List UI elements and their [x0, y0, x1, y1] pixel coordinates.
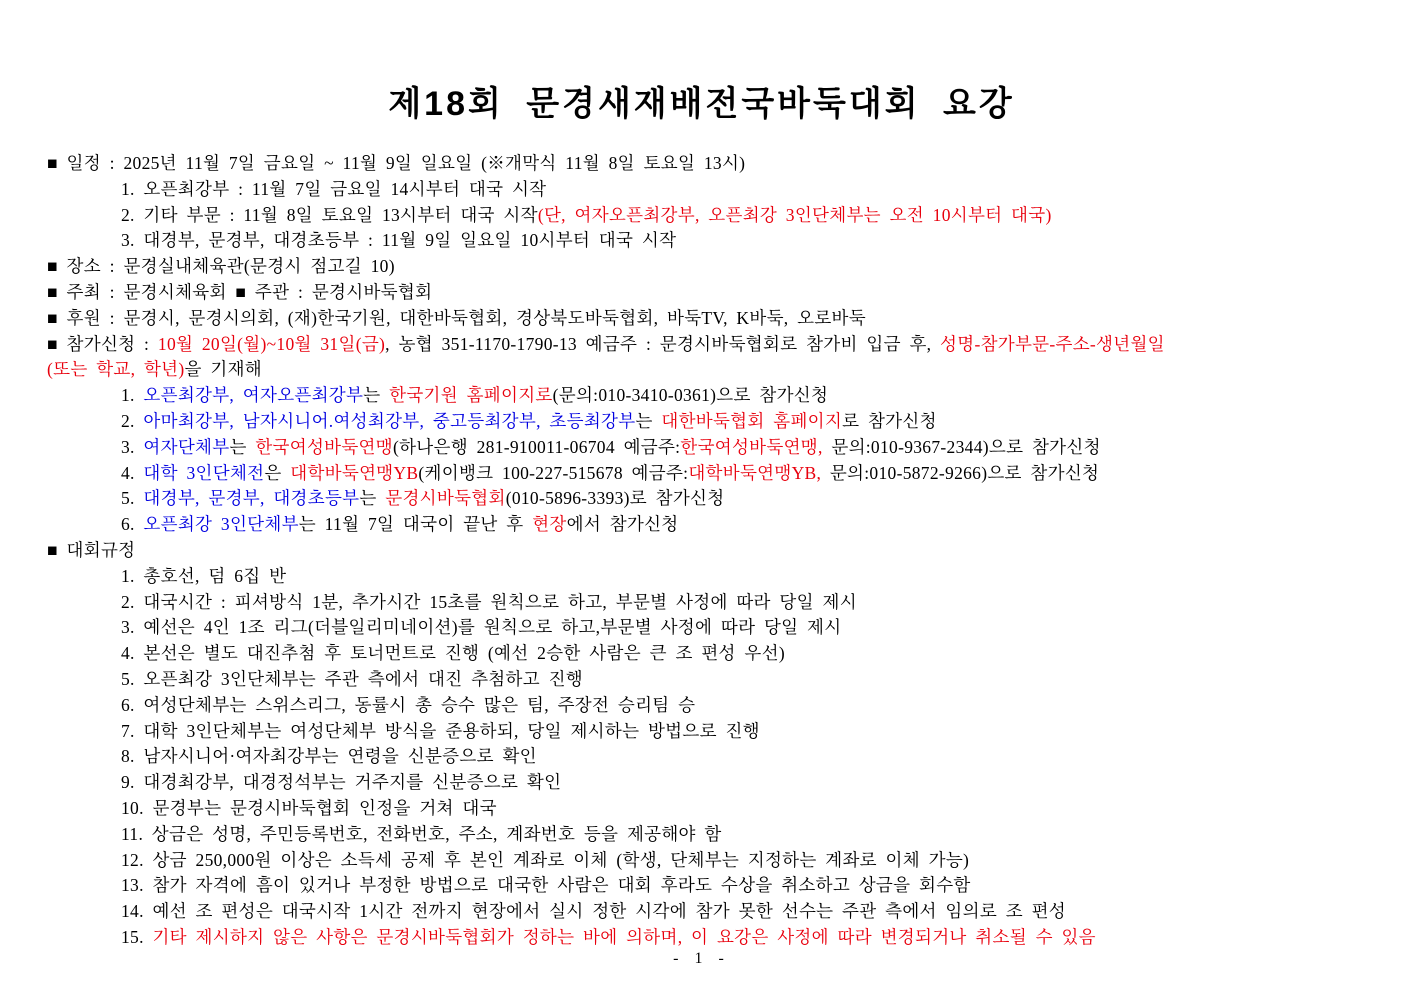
text-line	[47, 332, 1373, 358]
text-line	[47, 641, 1373, 667]
text-line	[47, 254, 1373, 280]
text-segment: 3. 대경부, 문경부, 대경초등부 : 11월 9일 일요일 10시부터 대국 시작	[121, 230, 677, 251]
text-segment: 성명-참가부문-주소-생년월일	[940, 333, 1165, 354]
text-segment: 여자단체부	[143, 436, 230, 457]
text-line	[47, 228, 1373, 254]
text-line	[47, 435, 1373, 461]
text-line	[47, 538, 1373, 564]
text-line	[47, 615, 1373, 641]
text-line	[47, 719, 1373, 745]
text-segment: 는	[359, 488, 386, 509]
text-segment: 14. 예선 조 편성은 대국시작 1시간 전까지 현장에서 실시 정한 시각에 참가 못한 선수는 주관 측에서 임의로 조 편성	[121, 901, 1066, 922]
text-line	[47, 564, 1373, 590]
text-segment: (또는 학교, 학년)	[47, 359, 185, 380]
text-line	[47, 409, 1373, 435]
text-segment: 한국기원 홈페이지로	[389, 385, 553, 406]
document-title: 제18회 문경새재배전국바둑대회 요강	[388, 85, 1015, 123]
text-segment: 6.	[121, 514, 144, 535]
text-segment: , 농협 351-1170-1790-13 예금주 : 문경시바둑협회로 참가비 입금 후,	[385, 333, 941, 354]
text-segment: 6. 여성단체부는 스위스리그, 동률시 총 승수 많은 팀, 주장전 승리팀 승	[121, 694, 696, 715]
text-segment: 4.	[121, 462, 144, 483]
text-segment: 문경시바둑협회	[385, 488, 506, 509]
text-segment: 한국여성바둑연맹,	[680, 436, 823, 457]
text-line	[47, 383, 1373, 409]
text-segment: 오픈최강부, 여자오픈최강부	[143, 385, 364, 406]
text-segment: ■ 장소 : 문경실내체육관(문경시 점고길 10)	[47, 256, 395, 277]
text-line	[47, 177, 1373, 203]
text-line	[47, 306, 1373, 332]
text-segment: 2. 기타 부문 : 11월 8일 토요일 13시부터 대국 시작	[121, 204, 538, 225]
text-segment: 오픈최강 3인단체부	[143, 514, 299, 535]
text-line	[47, 848, 1373, 874]
text-segment: 15.	[121, 926, 153, 947]
text-line	[47, 486, 1373, 512]
text-segment: 는 11월 7일 대국이 끝난 후	[298, 514, 533, 535]
text-segment: 현장	[532, 514, 567, 535]
text-segment: 는	[229, 436, 256, 457]
text-line	[47, 203, 1373, 229]
text-segment: 8. 남자시니어·여자최강부는 연령을 신분증으로 확인	[121, 746, 537, 767]
text-segment: ■ 참가신청 :	[47, 333, 158, 354]
text-segment: ■ 후원 : 문경시, 문경시의회, (재)한국기원, 대한바둑협회, 경상북도바둑협회, 바둑TV, K바둑, 오로바둑	[47, 307, 866, 328]
text-line	[47, 899, 1373, 925]
text-segment: 대경부, 문경부, 대경초등부	[143, 488, 360, 509]
text-segment: (케이뱅크 100-227-515678 예금주:	[418, 462, 689, 483]
text-segment: 2. 대국시간 : 피셔방식 1분, 추가시간 15초를 원칙으로 하고, 부문별 사정에 따라 당일 제시	[121, 591, 857, 612]
text-segment: 2.	[121, 410, 144, 431]
text-segment: 을 기재해	[184, 359, 263, 380]
text-segment: 5. 오픈최강 3인단체부는 주관 측에서 대진 추첨하고 진행	[121, 668, 584, 689]
text-segment: 문의:010-9367-2344)으로 참가신청	[822, 436, 1101, 457]
document-body	[0, 125, 1403, 951]
text-segment: 10. 문경부는 문경시바둑협회 인정을 거쳐 대국	[121, 797, 497, 818]
text-segment: (단, 여자오픈최강부, 오픈최강 3인단체부는 오전 10시부터 대국)	[537, 204, 1052, 225]
text-segment: (하나은행 281-910011-06704 예금주:	[392, 436, 681, 457]
text-line	[47, 925, 1373, 951]
text-segment: 문의:010-5872-9266)으로 참가신청	[821, 462, 1100, 483]
text-line	[47, 667, 1373, 693]
text-segment: 5.	[121, 488, 144, 509]
text-line	[47, 873, 1373, 899]
text-segment: 기타 제시하지 않은 사항은 문경시바둑협회가 정하는 바에 의하며, 이 요강은 사정에 따라 변경되거나 취소될 수 있음	[152, 926, 1096, 947]
text-segment: 7. 대학 3인단체부는 여성단체부 방식을 준용하되, 당일 제시하는 방법으로 진행	[121, 720, 760, 741]
text-segment: 1.	[121, 385, 144, 406]
text-segment: 대학 3인단체전	[143, 462, 265, 483]
text-line	[47, 280, 1373, 306]
text-segment: 3. 예선은 4인 1조 리그(더블일리미네이션)를 원칙으로 하고,부문별 사정에 따라 당일 제시	[121, 617, 842, 638]
text-segment: 9. 대경최강부, 대경정석부는 거주지를 신분증으로 확인	[121, 772, 562, 793]
text-line	[47, 151, 1373, 177]
text-segment: ■ 일정 : 2025년 11월 7일 금요일 ~ 11월 9일 일요일 (※개막식 11월 8일 토요일 13시)	[47, 153, 746, 173]
text-segment: 11. 상금은 성명, 주민등록번호, 전화번호, 주소, 계좌번호 등을 제공해야 함	[121, 823, 722, 844]
text-segment: 한국여성바둑연맹	[255, 436, 393, 457]
text-segment: (010-5896-3393)로 참가신청	[505, 488, 725, 509]
text-line	[47, 693, 1373, 719]
text-segment: 대학바둑연맹YB,	[688, 462, 822, 483]
text-segment: 3.	[121, 436, 144, 457]
text-line	[47, 590, 1373, 616]
text-line	[47, 770, 1373, 796]
text-segment: 로 참가신청	[842, 410, 937, 431]
text-segment: 에서 참가신청	[566, 514, 679, 535]
text-segment: 12. 상금 250,000원 이상은 소득세 공제 후 본인 계좌로 이체 (학생, 단체부는 지정하는 계좌로 이체 가능)	[121, 849, 970, 870]
text-segment: 대한바둑협회 홈페이지	[661, 410, 843, 431]
text-segment: 1. 총호선, 덤 6집 반	[121, 565, 287, 586]
text-segment: 13. 참가 자격에 흠이 있거나 부정한 방법으로 대국한 사람은 대회 후라도 수상을 취소하고 상금을 회수함	[121, 875, 971, 896]
text-segment: 10월 20일(월)~10월 31일(금)	[157, 333, 386, 354]
text-line	[47, 796, 1373, 822]
text-line	[47, 461, 1373, 487]
text-segment: 4. 본선은 별도 대진추첨 후 토너먼트로 진행 (예선 2승한 사람은 큰 조 편성 우선)	[121, 643, 785, 664]
text-line	[47, 744, 1373, 770]
text-segment: 는	[635, 410, 662, 431]
text-segment: 대학바둑연맹YB	[290, 462, 419, 483]
text-segment: 아마최강부, 남자시니어.여성최강부, 중고등최강부, 초등최강부	[143, 410, 636, 431]
text-segment: 은	[264, 462, 291, 483]
text-line	[47, 822, 1373, 848]
text-segment: (문의:010-3410-0361)으로 참가신청	[552, 385, 829, 406]
text-segment: ■ 대회규정	[47, 539, 136, 560]
text-segment: 1. 오픈최강부 : 11월 7일 금요일 14시부터 대국 시작	[121, 178, 547, 199]
page-number: - 1 -	[673, 950, 730, 967]
text-line	[47, 512, 1373, 538]
text-segment: ■ 주최 : 문경시체육회 ■ 주관 : 문경시바둑협회	[47, 281, 433, 302]
text-line	[47, 357, 1373, 383]
text-segment: 는	[363, 385, 390, 406]
